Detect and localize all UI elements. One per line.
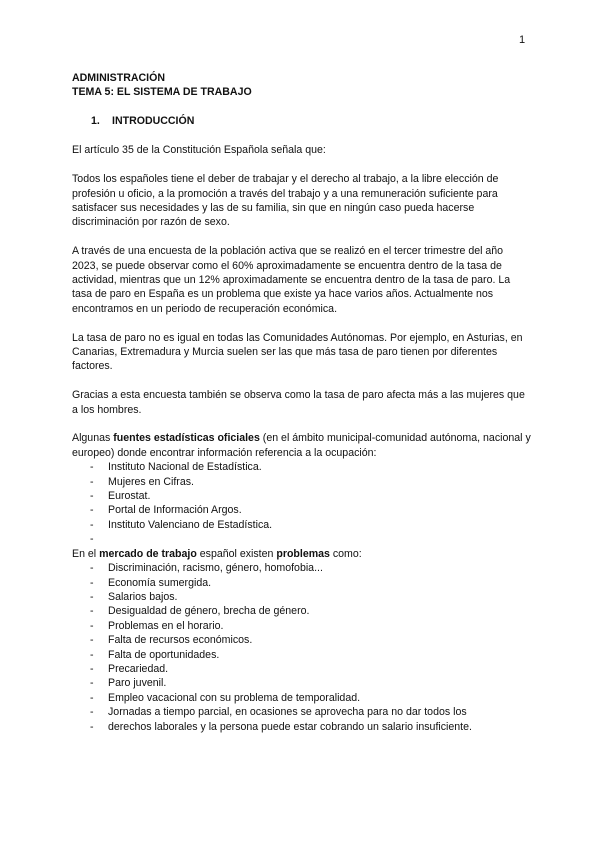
list-item: - Eurostat. xyxy=(72,489,532,503)
paragraph-article-35: Todos los españoles tiene el deber de trabajar y el derecho al trabajo, a la libre elección de profesión u oficio, a la promoción a través del trabajo y a una remuneración suficiente para satisfacer sus necesidades y las de su familia, sin que en ningún caso pueda hacerse discriminación por razón de sexo. xyxy=(72,173,499,229)
list-item: - derechos laborales y la persona puede estar cobrando un salario insuficiente. xyxy=(72,720,532,734)
list-item: - Jornadas a tiempo parcial, en ocasiones se aprovecha para no dar todos los xyxy=(72,705,532,719)
section-number: 1. xyxy=(91,115,100,128)
paragraph-labor-market xyxy=(72,547,532,561)
list-item: - Paro juvenil. xyxy=(72,676,532,690)
list-item: - Salarios bajos. xyxy=(72,590,532,604)
list-item: - Instituto Valenciano de Estadística. xyxy=(72,518,532,532)
paragraph-regional-unemployment: La tasa de paro no es igual en todas las Comunidades Autónomas. Por ejemplo, en Asturias, en Canarias, Extremadura y Murcia suelen ser las que más tasa de paro tienen por diferentes factores. xyxy=(72,331,523,373)
list-item: - Falta de oportunidades. xyxy=(72,648,532,662)
problems-list xyxy=(72,561,532,734)
document-body xyxy=(72,71,532,734)
list-item: - Precariedad. xyxy=(72,662,532,676)
section-title: INTRODUCCIÓN xyxy=(112,115,195,128)
list-item: - Empleo vacacional con su problema de temporalidad. xyxy=(72,691,532,705)
sources-bold-text: fuentes estadísticas oficiales xyxy=(113,432,260,445)
list-item: - Desigualdad de género, brecha de género. xyxy=(72,604,532,618)
labor-bold-market: mercado de trabajo xyxy=(99,547,197,560)
page-number: 1 xyxy=(519,34,526,46)
paragraph-gender-unemployment: Gracias a esta encuesta también se observa como la tasa de paro afecta más a las mujeres que a los hombres. xyxy=(72,389,525,416)
sources-text-before: Algunas xyxy=(72,432,114,445)
list-item: - Discriminación, racismo, género, homofobia... xyxy=(72,561,532,575)
labor-text-1: En el xyxy=(72,547,100,560)
sources-list xyxy=(72,460,532,546)
list-item: - Instituto Nacional de Estadística. xyxy=(72,460,532,474)
sources-text-after: (en el ámbito municipal-comunidad autónoma, nacional y europeo) donde encontrar información referencia a la ocupación: xyxy=(72,432,531,459)
list-item: - Mujeres en Cifras. xyxy=(72,475,532,489)
paragraph-statistical-sources xyxy=(72,431,532,460)
topic-heading: TEMA 5: EL SISTEMA DE TRABAJO xyxy=(72,86,252,99)
list-item: - Falta de recursos económicos. xyxy=(72,633,532,647)
labor-text-3: como: xyxy=(329,547,362,560)
labor-text-2: español existen xyxy=(196,547,277,560)
subject-heading: ADMINISTRACIÓN xyxy=(72,72,165,84)
list-item: - Economía sumergida. xyxy=(72,576,532,590)
list-item: - Problemas en el horario. xyxy=(72,619,532,633)
list-item xyxy=(72,532,532,546)
paragraph-constitution-intro: El artículo 35 de la Constitución Española señala que: xyxy=(72,144,326,157)
paragraph-survey: A través de una encuesta de la población activa que se realizó en el tercer trimestre del año 2023, se puede observar como el 60% aproximadamente se encuentra dentro de la tasa de actividad, mientras que un 12% aproximadamente se encuentra dentro de la tasa de paro. La tasa de paro en España es un problema que existe ya hace varios años. Actualmente nos encontramos en un periodo de recuperación económica. xyxy=(72,245,511,315)
list-item: - Portal de Información Argos. xyxy=(72,503,532,517)
labor-bold-problems: problemas xyxy=(276,547,330,560)
section-heading xyxy=(91,114,532,128)
